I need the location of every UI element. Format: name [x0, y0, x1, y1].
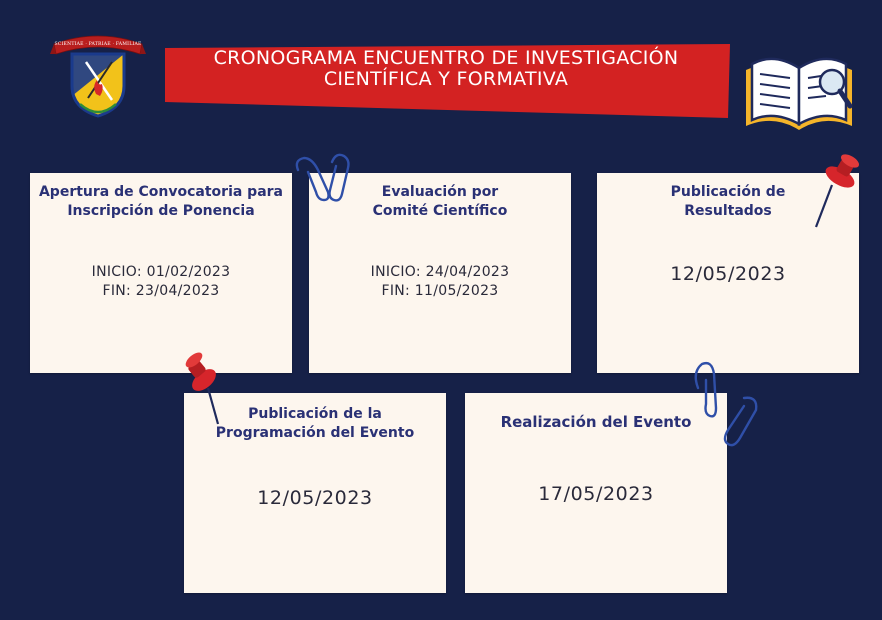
- card-title: Realización del Evento: [500, 413, 692, 431]
- page-title: [168, 48, 724, 90]
- card-title-line1: Apertura de Convocatoria para: [38, 184, 284, 200]
- card-title-line2: Resultados: [684, 203, 772, 219]
- card-date: 12/05/2023: [670, 263, 786, 285]
- card-title: [30, 183, 292, 221]
- card-start-date: INICIO: 01/02/2023: [91, 264, 231, 280]
- page-title-line2: CIENTÍFICA Y FORMATIVA: [323, 68, 569, 90]
- card-title-line1: Publicación de la: [248, 406, 382, 422]
- page-title-line1: CRONOGRAMA ENCUENTRO DE INVESTIGACIÓN: [213, 47, 679, 69]
- card-end-date: FIN: 11/05/2023: [381, 283, 499, 299]
- card-date: 12/05/2023: [257, 487, 373, 509]
- open-book-magnifier-icon: [744, 40, 854, 132]
- emblem-motto: SCIENTIAE · PATRIAE · FAMILIAE: [54, 42, 142, 47]
- card-title-line1: Evaluación por: [381, 184, 499, 200]
- card-start-date: INICIO: 24/04/2023: [370, 264, 510, 280]
- push-pin-icon: [184, 352, 232, 426]
- card-title-line2: Comité Científico: [372, 203, 508, 219]
- card-dates: [30, 263, 292, 301]
- paper-clip-icon: [688, 358, 764, 450]
- card-end-date: FIN: 23/04/2023: [102, 283, 220, 299]
- schedule-card-convocatoria: [30, 173, 292, 373]
- card-title-line2: Programación del Evento: [215, 425, 415, 441]
- school-crest-icon: [50, 24, 146, 120]
- push-pin-icon: [810, 155, 866, 231]
- paper-clip-icon: [292, 150, 364, 206]
- card-date: 17/05/2023: [538, 483, 654, 505]
- card-title-line2: Inscripción de Ponencia: [67, 203, 255, 219]
- card-dates: [309, 263, 571, 301]
- card-title-line1: Publicación de: [670, 184, 786, 200]
